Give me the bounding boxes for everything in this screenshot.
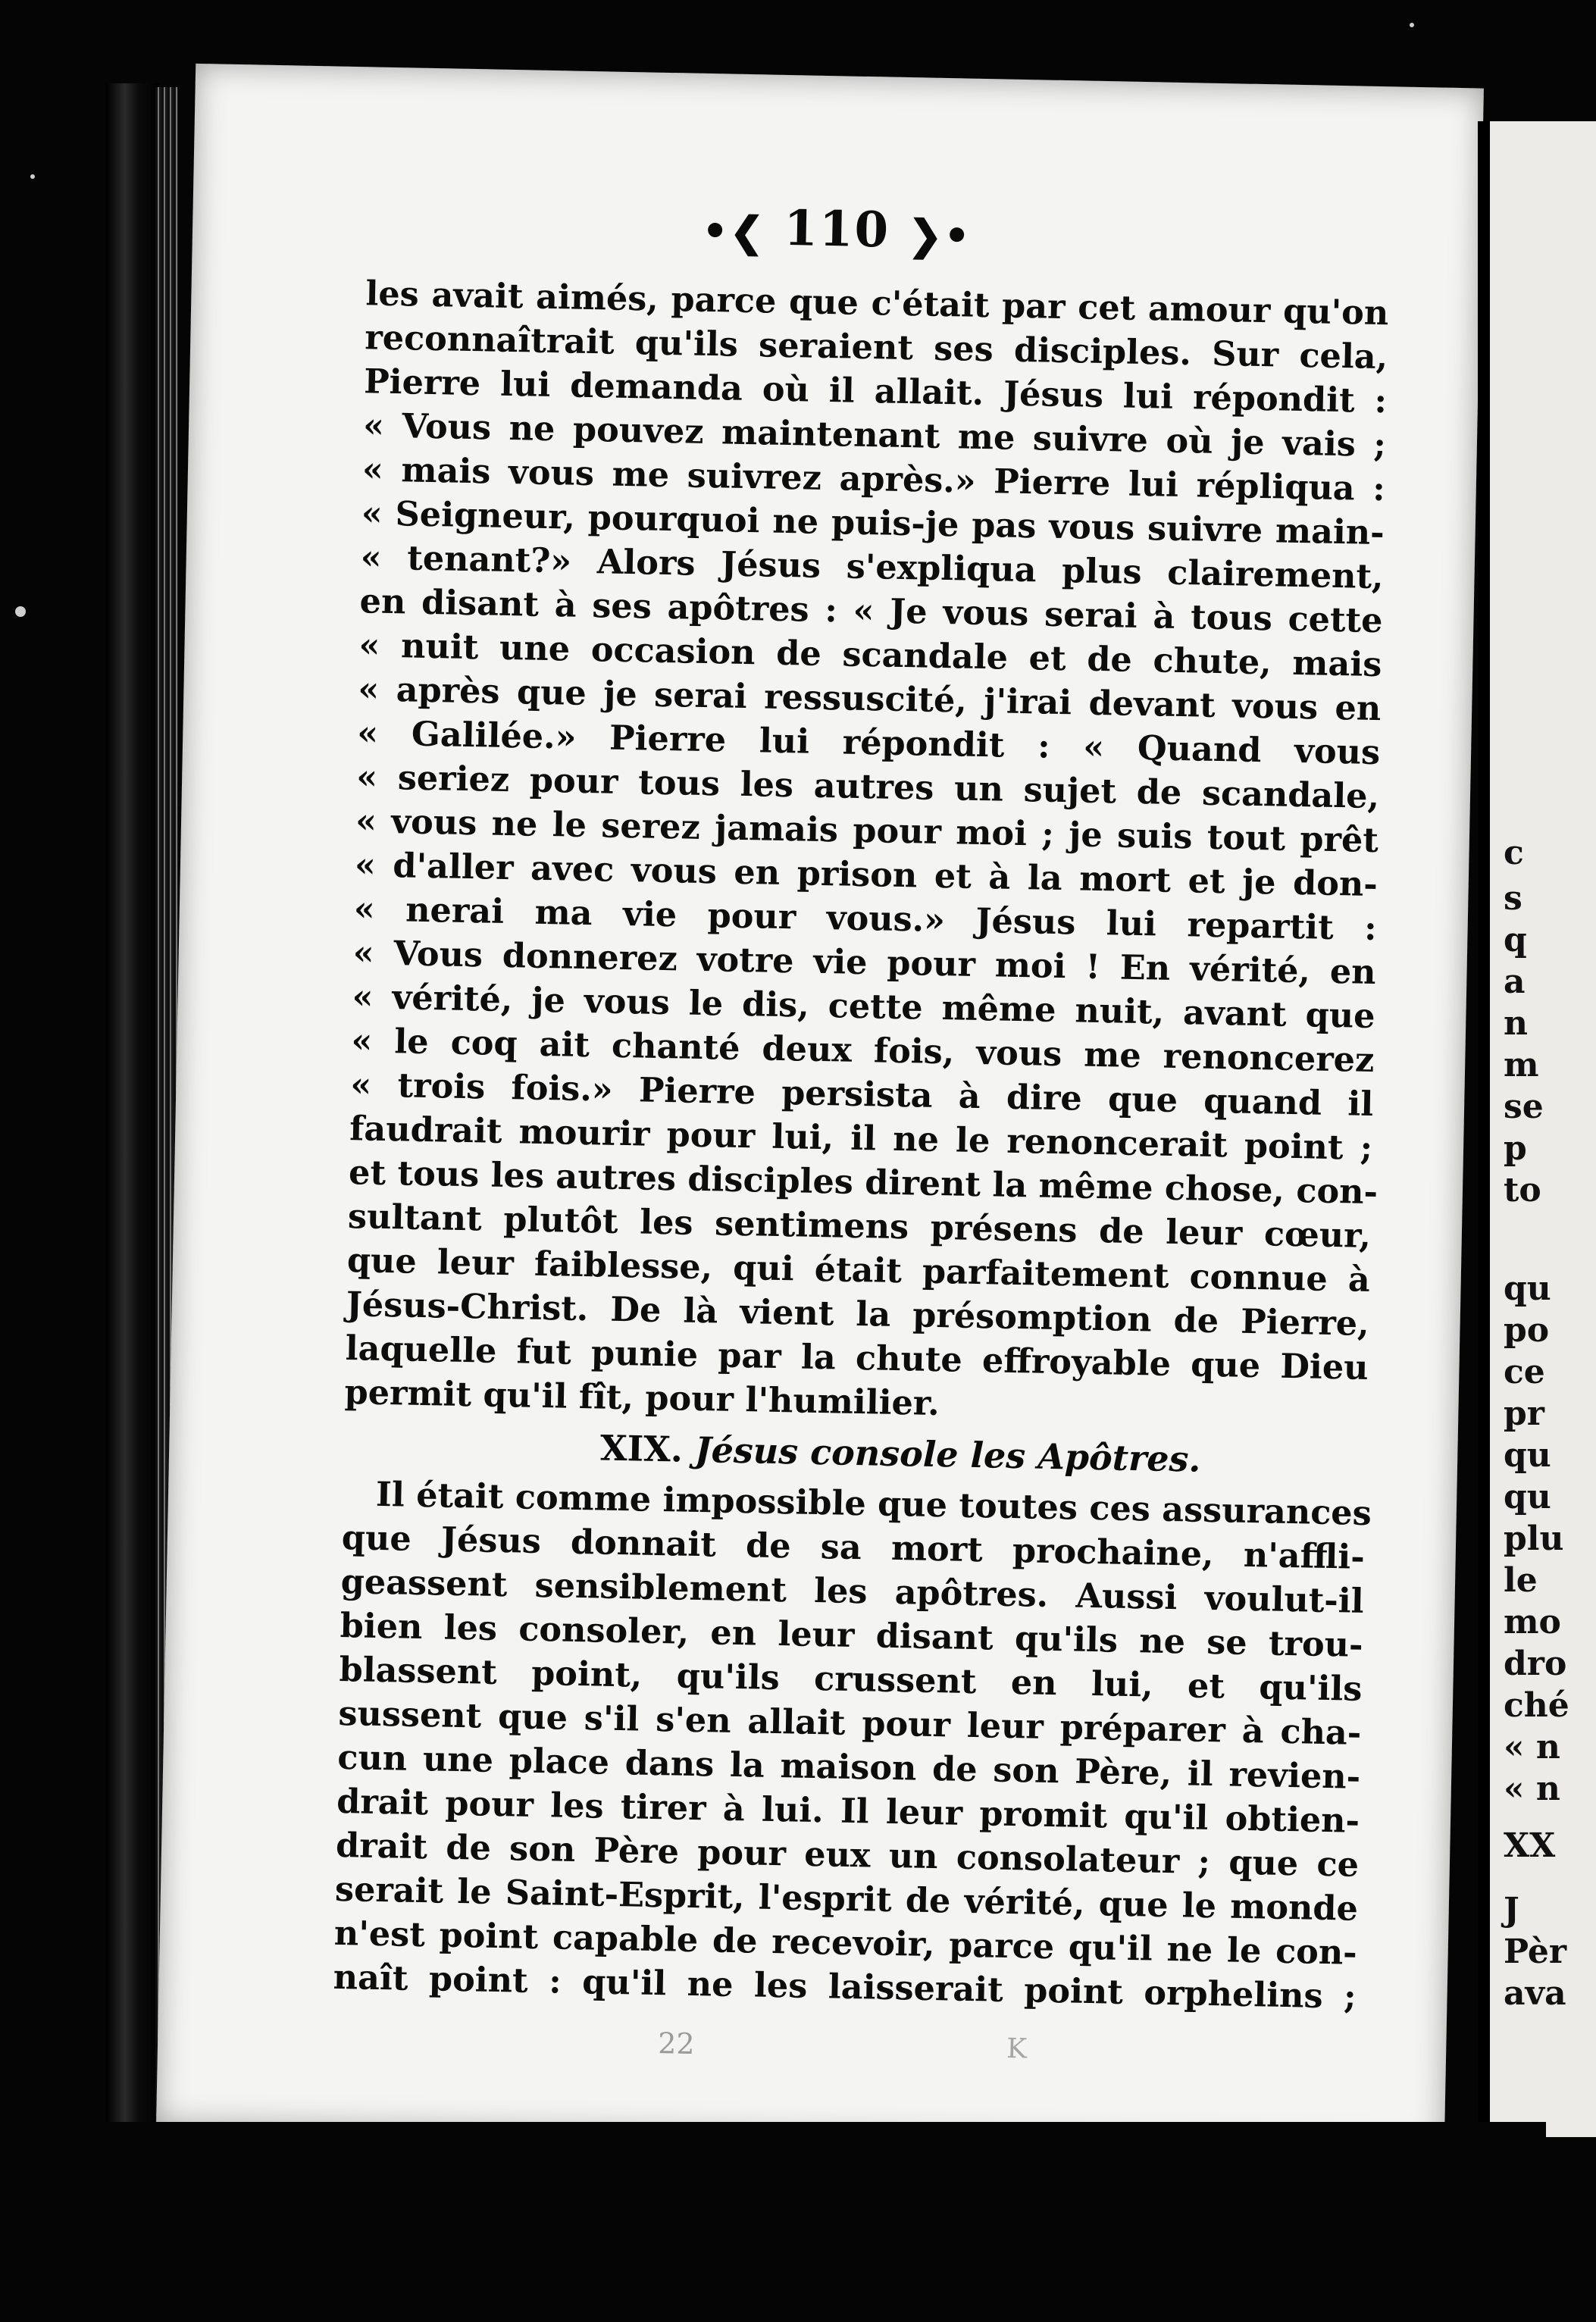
fragment-text: ava <box>1504 1974 1566 2013</box>
text-line: les avait aimés, parce que c'était par cet amour qu'on <box>365 274 1389 333</box>
text-line: bien les consoler, en leur disant qu'ils ne se trou- <box>340 1605 1363 1665</box>
fragment-text: s <box>1504 879 1522 918</box>
signature-letter: K <box>1006 2033 1028 2065</box>
fragment-text: qu <box>1504 1478 1551 1516</box>
text-line: laquelle fut punie par la chute effroyable que Dieu <box>345 1328 1369 1388</box>
text-line: permit qu'il fît, pour l'humilier. <box>344 1372 940 1424</box>
fragment-text: c <box>1504 834 1524 872</box>
text-line: en disant à ses apôtres : « Je vous serai à tous cette <box>359 581 1383 641</box>
text-line: « tenant?» Alors Jésus s'expliqua plus clairement, <box>360 537 1385 597</box>
fragment-text: to <box>1504 1171 1541 1210</box>
text-line: « nuit une occasion de scandale et de chute, mais <box>358 625 1382 685</box>
fragment-text: n <box>1504 1004 1528 1043</box>
text-line: Pierre lui demanda où il allait. Jésus lui répondit : <box>363 361 1388 421</box>
speck <box>30 174 35 179</box>
fragment-text: XX <box>1504 1826 1556 1865</box>
fragment-text: se <box>1504 1087 1544 1126</box>
fragment-text: p <box>1504 1129 1527 1168</box>
text-line: que leur faiblesse, qui était parfaitement connue à <box>346 1241 1371 1300</box>
text-line: « d'aller avec vous en prison et à la mort et je don- <box>354 845 1379 905</box>
text-line: Il était comme impossible que toutes ces assurances <box>375 1474 1372 1534</box>
right-ornament-icon: ❯• <box>907 210 972 261</box>
page-body <box>333 271 1389 2018</box>
text-line: drait de son Père pour eux un consolateur ; que ce <box>335 1825 1360 1885</box>
fragment-text: J <box>1504 1891 1519 1929</box>
right-page-fragment <box>1478 121 1596 2137</box>
text-line: naît point : qu'il ne les laisserait point orphelins ; <box>333 1957 1357 2017</box>
book-spine <box>106 83 159 2130</box>
text-line: « seriez pour tous les autres un sujet de scandale, <box>355 757 1380 817</box>
text-line: « Vous donnerez votre vie pour moi ! En vérité, en <box>352 933 1377 993</box>
fragment-text: plu <box>1504 1519 1564 1558</box>
text-line: « Seigneur, pourquoi ne puis-je pas vous suivre main- <box>361 493 1385 553</box>
fragment-text: « n <box>1504 1728 1560 1767</box>
text-line: serait le Saint-Esprit, l'esprit de vérité, que le monde <box>334 1869 1359 1929</box>
text-line: « Galilée.» Pierre lui répondit : « Quand vous <box>356 713 1381 773</box>
fragment-text: le <box>1504 1561 1538 1600</box>
fragment-text: qu <box>1504 1269 1551 1308</box>
text-line: « trois fois.» Pierre persista à dire que quand il <box>349 1065 1374 1125</box>
left-ornament-icon: •❮ <box>701 206 766 256</box>
text-line: cun une place dans la maison de son Père, il revien- <box>336 1737 1361 1797</box>
text-line: « vérité, je vous le dis, cette même nuit, avant que <box>352 977 1375 1037</box>
text-line: « mais vous me suivrez après.» Pierre lui répliqua : <box>361 449 1386 509</box>
page-number: 110 <box>783 199 890 259</box>
text-line: blassent point, qu'ils crussent en lui, et qu'ils <box>339 1649 1363 1709</box>
text-line: geassent sensiblement les apôtres. Aussi voulut-il <box>340 1561 1365 1621</box>
section-number: XIX. <box>599 1427 684 1470</box>
fragment-text: pr <box>1504 1394 1544 1433</box>
text-line: sussent que s'il s'en allait pour leur préparer à cha- <box>338 1693 1362 1753</box>
text-line: « Vous ne pouvez maintenant me suivre où je vais ; <box>362 405 1387 465</box>
section-title: Jésus console les Apôtres. <box>694 1429 1201 1480</box>
text-line: faudrait mourir pour lui, il ne le renoncerait point ; <box>349 1109 1373 1169</box>
fragment-text: m <box>1504 1046 1539 1084</box>
fragment-text: q <box>1504 921 1527 959</box>
text-line: reconnaîtrait qu'ils seraient ses disciples. Sur cela, <box>364 318 1388 377</box>
text-line: et tous les autres disciples dirent la même chose, con- <box>348 1153 1379 1213</box>
fragment-text: mo <box>1504 1603 1561 1641</box>
fragment-text: ce <box>1504 1353 1545 1391</box>
text-line: « vous ne le serez jamais pour moi ; je suis tout prêt <box>355 801 1379 861</box>
speck <box>15 606 26 617</box>
text-line: Jésus-Christ. De là vient la présomption de Pierre, <box>346 1285 1370 1344</box>
fragment-text: a <box>1504 962 1526 1001</box>
text-line: drait pour les tirer à lui. Il leur promit qu'il obtien- <box>336 1781 1360 1841</box>
text-line: que Jésus donnait de sa mort prochaine, n'affli- <box>341 1517 1366 1577</box>
fragment-text: dro <box>1504 1644 1567 1683</box>
bottom-background <box>106 2122 1546 2322</box>
fragment-text: Pèr <box>1504 1932 1567 1971</box>
page-header <box>192 189 1482 271</box>
signature-mark: 22 <box>657 2026 696 2061</box>
fragment-text: qu <box>1504 1436 1551 1475</box>
fragment-text: ché <box>1504 1686 1569 1725</box>
text-line: « nerai ma vie pour vous.» Jésus lui repartit : <box>353 889 1378 949</box>
speck <box>1410 23 1414 27</box>
fragment-text: po <box>1504 1311 1550 1350</box>
text-line: « le coq ait chanté deux fois, vous me renoncerez <box>351 1021 1375 1081</box>
text-line: n'est point capable de recevoir, parce qu'il ne le con- <box>333 1913 1358 1973</box>
left-page <box>156 64 1484 2149</box>
text-line: « après que je serai ressuscité, j'irai devant vous en <box>357 669 1382 729</box>
text-line: sultant plutôt les sentimens présens de leur cœur, <box>347 1197 1372 1256</box>
fragment-text: « n <box>1504 1770 1560 1808</box>
